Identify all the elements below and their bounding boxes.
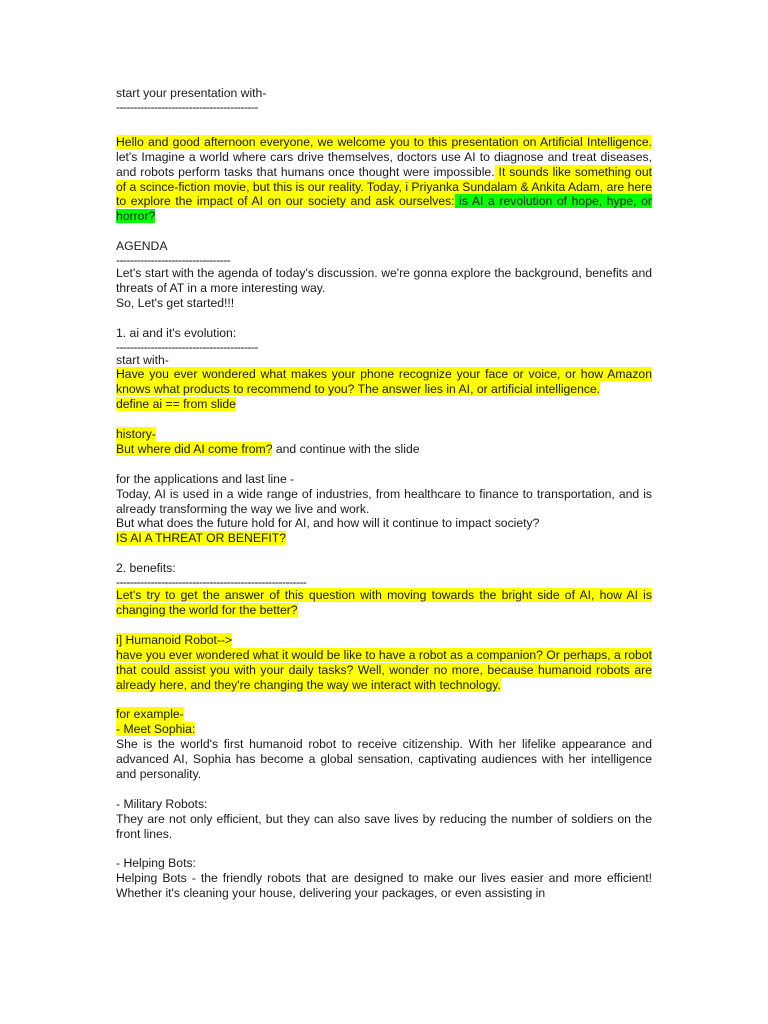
highlight-reality: It sounds like something out of a scince-fiction movie, but this is our reality. Today, i Priyanka Sundalam & Ankita Adam, are here to explore the impact of AI on our society and ask ourselves: (116, 164, 652, 209)
agenda-text: Let's start with the agenda of today's discussion. we're gonna explore the background, benefits and threats of AT in a more interesting way. (116, 266, 652, 295)
helping-heading: - Helping Bots: (116, 856, 196, 871)
sophia-text: She is the world's first humanoid robot to receive citizenship. With her lifelike appearance and advanced AI, Sophia has become a global sensation, captivating audiences with her intelligence and personality. (116, 737, 652, 781)
section1-applications: for the applications and last line - (116, 471, 295, 486)
highlight-welcome: Hello and good afternoon everyone, we welcome you to this presentation on Artificial Intelligence. (116, 134, 652, 149)
highlight-history: history- (116, 427, 156, 442)
opening-imagine: let's Imagine a world where cars drive themselves, doctors use AI to diagnose and treat diseases, and robots perform tasks that humans once thought were impossible. (116, 149, 652, 179)
section1-heading: 1. ai and it's evolution: (116, 325, 237, 340)
section1-where (116, 442, 652, 457)
highlight-threat: IS AI A THREAT OR BENEFIT? (116, 531, 286, 546)
highlight-bright-side: Let's try to get the answer of this question with moving towards the bright side of AI, how AI is changing the world for the better? (116, 588, 652, 617)
section1-start-with: start with- (116, 352, 169, 367)
humanoid-text (116, 648, 652, 693)
section1-threat (116, 531, 652, 546)
intro-line: start your presentation with- (116, 86, 267, 100)
highlight-define: define ai == from slide (116, 397, 236, 412)
section1-define (116, 397, 652, 412)
divider-rule: ----------------------------------------- (116, 100, 258, 113)
section1-future: But what does the future hold for AI, and how will it continue to impact society? (116, 516, 540, 531)
military-text: They are not only efficient, but they can also save lives by reducing the number of soldiers on the front lines. (116, 811, 652, 841)
highlight-for-example: for example- (116, 707, 184, 722)
section2-intro (116, 588, 652, 618)
highlight-humanoid-text: have you ever wondered what it would be like to have a robot as a companion? Or perhaps, a robot that could assist you with your daily tasks? Well, wonder no more, because humanoid robots are already here, and they're changing the way we interact with technology. (116, 647, 652, 692)
highlight-question: is AI a revolution of hope, hype, or horror? (116, 194, 652, 224)
document-page (116, 86, 652, 901)
meet-sophia (116, 722, 652, 737)
divider-rule: --------------------------------- (116, 254, 231, 267)
for-example (116, 707, 652, 722)
highlight-question-ai: Have you ever wondered what makes your phone recognize your face or voice, or how Amazon knows what products to recommend to you? The answer lies in AI, or artificial intelligence. (116, 367, 652, 397)
agenda-started: So, Let's get started!!! (116, 295, 235, 310)
highlight-humanoid-heading: i] Humanoid Robot--> (116, 632, 233, 647)
divider-rule: ----------------------------------------- (116, 340, 258, 353)
military-heading: - Military Robots: (116, 796, 208, 811)
humanoid-heading (116, 633, 652, 648)
highlight-where: But where did AI come from? (116, 441, 273, 456)
section1-history (116, 427, 652, 442)
section1-question (116, 367, 652, 397)
section2-heading: 2. benefits: (116, 561, 176, 576)
section1-today: Today, AI is used in a wide range of industries, from healthcare to finance to transportation, and is already transforming the way we live and work. (116, 486, 652, 516)
divider-rule: ------------------------------------------------------- (116, 576, 307, 589)
highlight-meet-sophia: - Meet Sophia: (116, 722, 196, 737)
agenda-heading: AGENDA (116, 239, 168, 254)
section1-continue: and continue with the slide (272, 441, 420, 456)
opening-paragraph (116, 135, 652, 224)
helping-text: Helping Bots - the friendly robots that are designed to make our lives easier and more efficient! Whether it's cleaning your house, delivering your packages, or even assisting in (116, 871, 652, 901)
